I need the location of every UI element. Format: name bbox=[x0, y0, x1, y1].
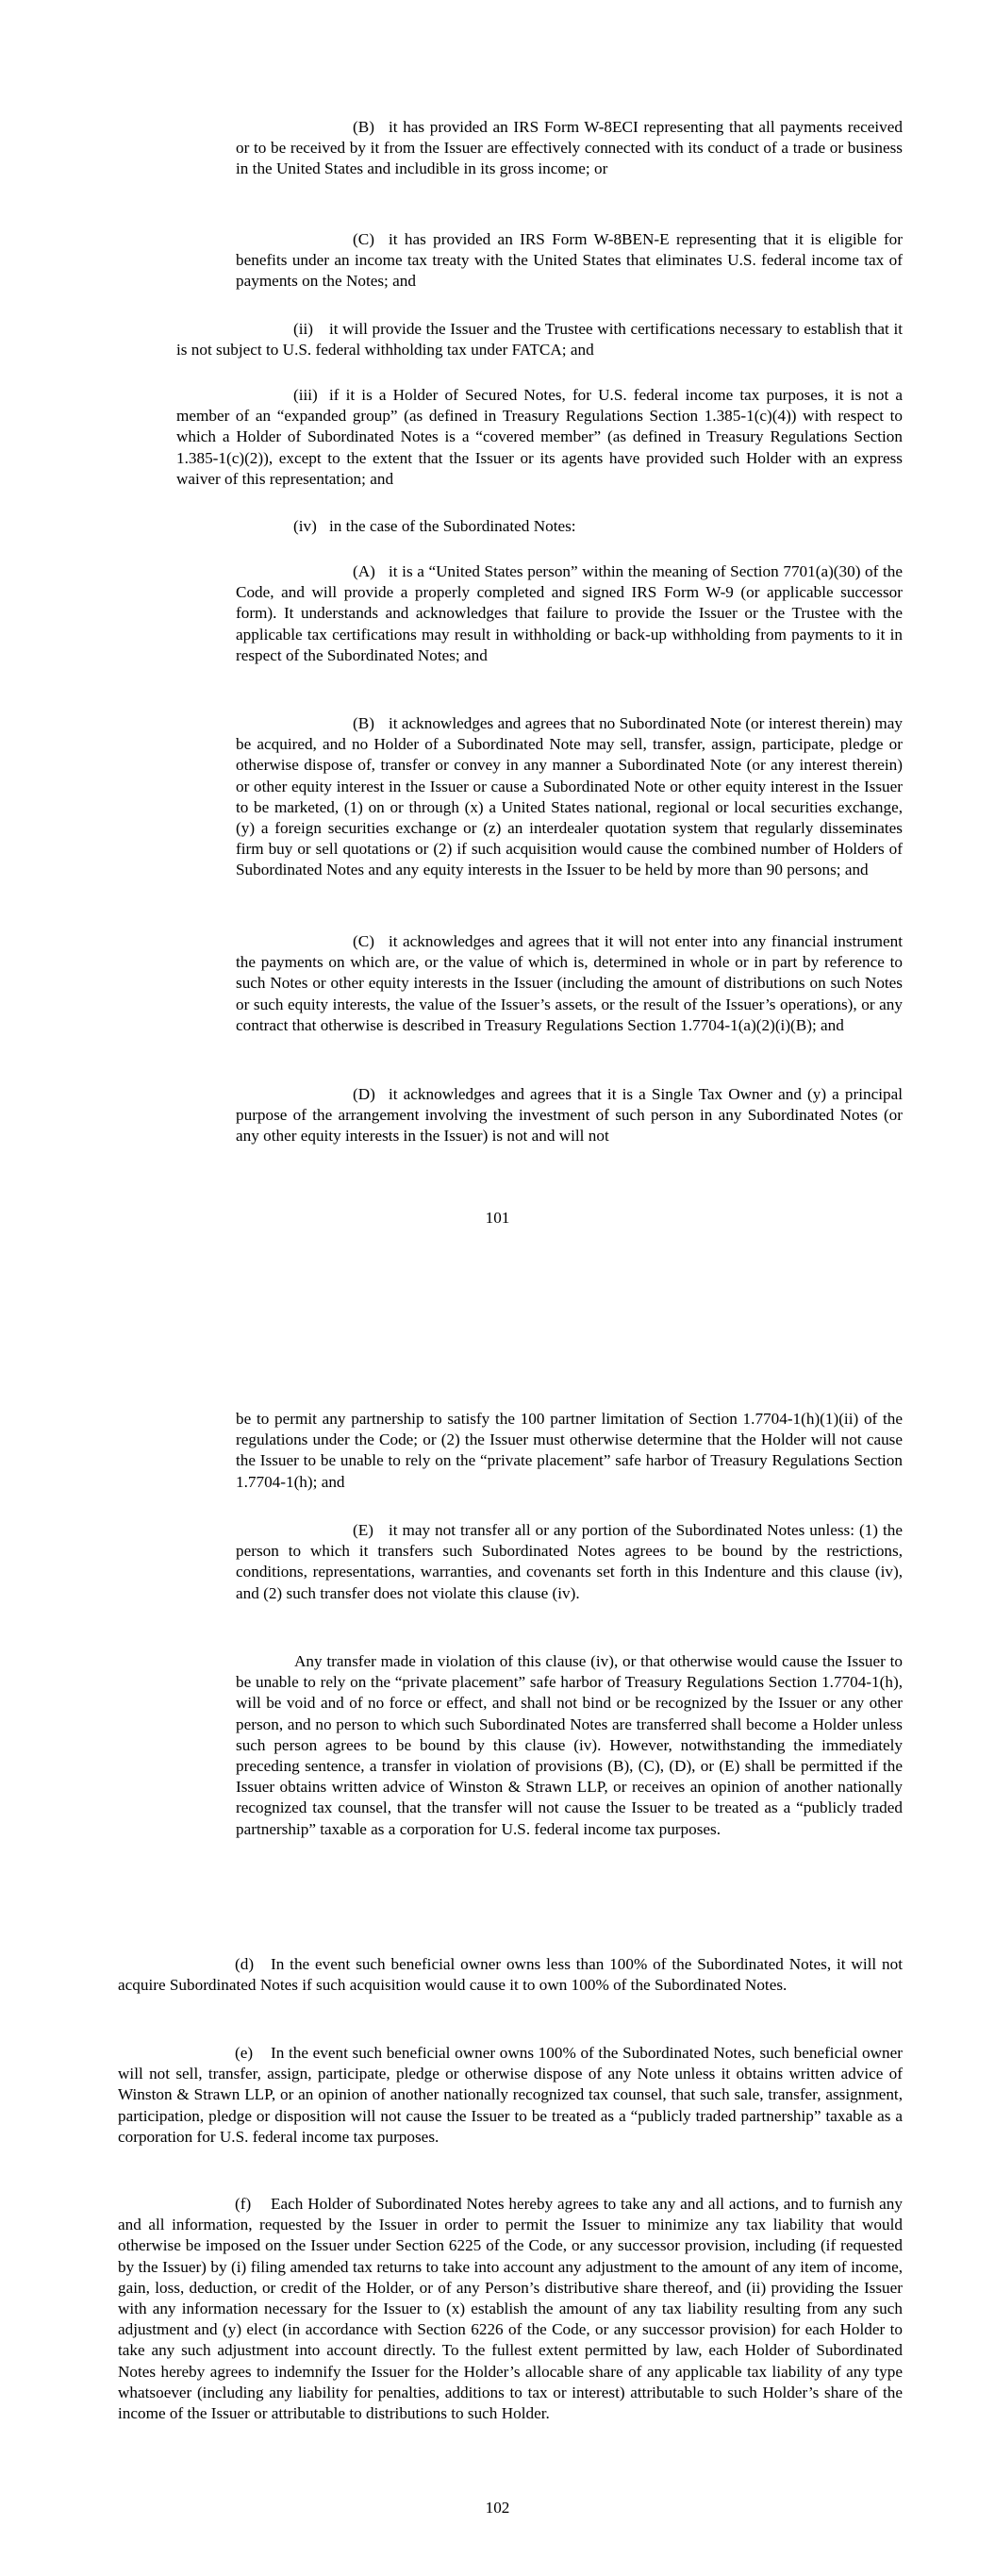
paragraph-C-financial-instrument bbox=[236, 931, 903, 1036]
paragraph-D-single-tax-owner bbox=[236, 1084, 903, 1147]
clause-text: Each Holder of Subordinated Notes hereby agrees to take any and all actions, and to furnish any and all information, requested by the Issuer in order to permit the Issuer to minimize any tax liability that would otherwise be imposed on the Issuer under Section 6225 of the Code, or any successor provision, including (if requested by the Issuer) by (i) filing amended tax returns to take into account any adjustment to the amount of any item of income, gain, loss, deduction, or credit of the Holder, or of any Person’s distributive share thereof, and (ii) providing the Issuer with any information necessary for the Issuer to (x) establish the amount of any tax liability resulting from any such adjustment and (y) elect (in accordance with Section 6226 of the Code, or any successor provision) for each Holder to take any such adjustment into account directly. To the fullest extent permitted by law, each Holder of Subordinated Notes hereby agrees to indemnify the Issuer for the Holder’s allocable share of any applicable tax liability of any type whatsoever (including any liability for penalties, additions to tax or interest) attributable to such Holder’s share of the income of the Issuer or attributable to distributions to such Holder. bbox=[118, 2195, 903, 2423]
document-page-102 bbox=[0, 1288, 995, 2576]
paragraph-e bbox=[118, 2043, 903, 2148]
clause-label: (iii) bbox=[293, 386, 318, 404]
clause-label: (B) bbox=[353, 714, 374, 732]
clause-text: it acknowledges and agrees that no Subordinated Note (or interest therein) may be acquired, and no Holder of a Subordinated Note may sell, transfer, assign, participate, pledge or otherwise dispose of, transfer or convey in any manner a Subordinated Note (or any interest therein) or other equity interest in the Issuer or cause a Subordinated Note or other equity interest in the Issuer to be marketed, (1) on or through (x) a United States national, regional or local securities exchange, (y) a foreign securities exchange or (z) an interdealer quotation system that regularly disseminates firm buy or sell quotations or (2) if such acquisition would cause the combined number of Holders of Subordinated Notes and any equity interests in the Issuer to be held by more than 90 persons; and bbox=[236, 714, 903, 879]
clause-text: it is a “United States person” within the meaning of Section 7701(a)(30) of the Code, and will provide a properly completed and signed IRS Form W-9 (or applicable successor form). It understands and acknowledges that failure to provide the Issuer or the Trustee with the applicable tax certifications may result in withholding or back-up withholding from payments to it in respect of the Subordinated Notes; and bbox=[236, 562, 903, 664]
clause-label: (A) bbox=[353, 562, 375, 580]
clause-label: (iv) bbox=[293, 517, 317, 535]
clause-text: it acknowledges and agrees that it is a Single Tax Owner and (y) a principal purpose of the arrangement involving the investment of such person in any Subordinated Notes (or any other equity interests in the Issuer) is not and will not bbox=[236, 1085, 903, 1146]
clause-text: in the case of the Subordinated Notes: bbox=[329, 517, 576, 535]
paragraph-A-us-person bbox=[236, 561, 903, 666]
paragraph-d bbox=[118, 1954, 903, 1996]
paragraph-E bbox=[236, 1520, 903, 1604]
paragraph-B-transfer bbox=[236, 713, 903, 881]
paragraph-f bbox=[118, 2194, 903, 2424]
clause-label: (C) bbox=[353, 932, 374, 950]
clause-text: it may not transfer all or any portion of the Subordinated Notes unless: (1) the person to which it transfers such Subordinated Notes agrees to be bound by the restrictions, conditions, representations, warranties, and covenants set forth in this Indenture and this clause (iv), and (2) such transfer does not violate this clause (iv). bbox=[236, 1521, 903, 1602]
clause-label: (B) bbox=[353, 118, 374, 136]
paragraph-iv bbox=[176, 516, 903, 537]
clause-label: (e) bbox=[235, 2044, 254, 2062]
page-number: 102 bbox=[485, 2499, 510, 2517]
paragraph-continuation bbox=[236, 1409, 903, 1493]
paragraph-C-w8ben bbox=[236, 229, 903, 293]
clause-text: In the event such beneficial owner owns less than 100% of the Subordinated Notes, it will not acquire Subordinated Notes if such acquisition would cause it to own 100% of the Subordinated Notes. bbox=[118, 1955, 903, 1995]
page-number: 101 bbox=[485, 1209, 510, 1227]
clause-label: (f) bbox=[235, 2195, 252, 2213]
clause-label: (d) bbox=[235, 1955, 255, 1973]
clause-text: be to permit any partnership to satisfy the 100 partner limitation of Section 1.7704-1(h)(1)(ii) of the regulations under the Code; or (2) the Issuer must otherwise determine that the Holder will not cause the Issuer to be unable to rely on the “private placement” safe harbor of Treasury Regulations Section 1.7704-1(h); and bbox=[236, 1410, 903, 1491]
paragraph-B-w8eci bbox=[236, 117, 903, 180]
clause-text: it has provided an IRS Form W-8ECI representing that all payments received or to be received by it from the Issuer are effectively connected with its conduct of a trade or business in the United States and includible in its gross income; or bbox=[236, 118, 903, 178]
clause-label: (C) bbox=[353, 230, 374, 248]
paragraph-iii bbox=[176, 385, 903, 490]
clause-text: it acknowledges and agrees that it will not enter into any financial instrument the payments on which are, or the value of which is, determined in whole or in part by reference to such Notes or other equity interests in the Issuer (including the amount of distributions on such Notes or such equity interests, the value of the Issuer’s assets, or the result of the Issuer’s operations), or any contract that otherwise is described in Treasury Regulations Section 1.7704-1(a)(2)(i)(B); and bbox=[236, 932, 903, 1034]
clause-text: if it is a Holder of Secured Notes, for U.S. federal income tax purposes, it is not a member of an “expanded group” (as defined in Treasury Regulations Section 1.385-1(c)(4)) with respect to which a Holder of Subordinated Notes is a “covered member” (as defined in Treasury Regulations Section 1.385-1(c)(2)), except to the extent that the Issuer or its agents have provided such Holder with an express waiver of this representation; and bbox=[176, 386, 903, 488]
clause-text: Any transfer made in violation of this clause (iv), or that otherwise would cause the Issuer to be unable to rely on the “private placement” safe harbor of Treasury Regulations Section 1.7704-1(h), will be void and of no force or effect, and shall not bind or be recognized by the Issuer or any other person, and no person to which such Subordinated Notes are transferred shall become a Holder unless such person agrees to be bound by this clause (iv). However, notwithstanding the immediately preceding sentence, a transfer in violation of provisions (B), (C), (D), or (E) shall be permitted if the Issuer obtains written advice of Winston & Strawn LLP, or receives an opinion of another nationally recognized tax counsel, that the transfer will not cause the Issuer to be treated as a “publicly traded partnership” taxable as a corporation for U.S. federal income tax purposes. bbox=[236, 1652, 903, 1838]
clause-text: it will provide the Issuer and the Trustee with certifications necessary to establish that it is not subject to U.S. federal withholding tax under FATCA; and bbox=[176, 320, 903, 360]
paragraph-ii bbox=[176, 319, 903, 360]
clause-text: In the event such beneficial owner owns 100% of the Subordinated Notes, such beneficial owner will not sell, transfer, assign, participate, pledge or otherwise dispose of any Note unless it obtains written advice of Winston & Strawn LLP, or an opinion of another nationally recognized tax counsel, that such sale, transfer, assignment, participation, pledge or disposition will not cause the Issuer to be treated as a “publicly traded partnership” taxable as a corporation for U.S. federal income tax purposes. bbox=[118, 2044, 903, 2146]
paragraph-transfer-void bbox=[236, 1651, 903, 1840]
clause-label: (E) bbox=[353, 1521, 373, 1539]
clause-text: it has provided an IRS Form W-8BEN-E representing that it is eligible for benefits under an income tax treaty with the United States that eliminates U.S. federal income tax of payments on the Notes; and bbox=[236, 230, 903, 291]
clause-label: (D) bbox=[353, 1085, 375, 1103]
clause-label: (ii) bbox=[293, 320, 313, 338]
